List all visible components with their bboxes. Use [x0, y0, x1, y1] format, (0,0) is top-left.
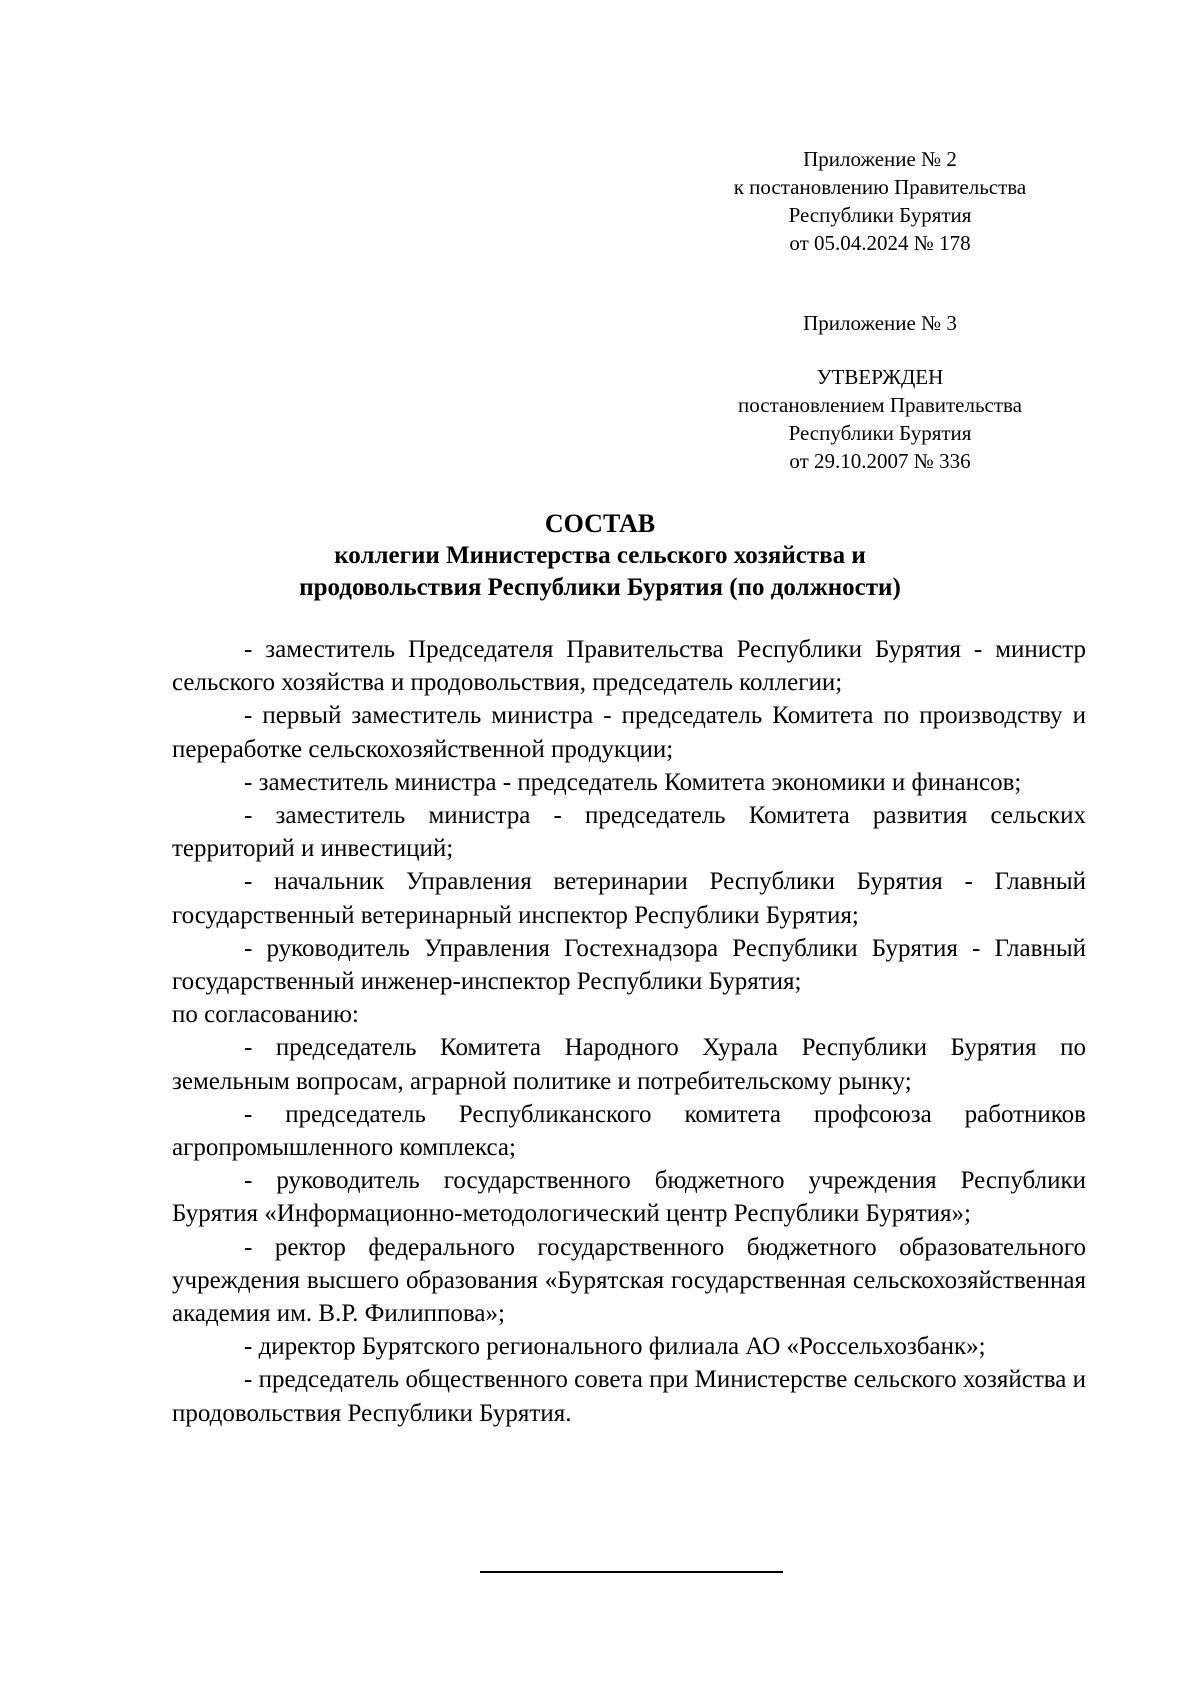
appendix-2-line-3: Республики Бурятия	[788, 203, 972, 227]
agreement-label: по согласованию:	[172, 1001, 359, 1029]
appendix-3-line-1: Приложение № 3	[803, 311, 957, 335]
member-item: - руководитель Управления Гостехнадзора Республики Бурятия - Главный государственный инженер-инспектор Республики Бурятия;	[172, 934, 1086, 996]
agreed-member-item: - ректор федерального государственного бюджетного образовательного учреждения высшего образования «Бурятская государственная сельскохозяйственная академия им. В.Р. Филиппова»;	[172, 1233, 1086, 1328]
document-title	[150, 508, 1050, 604]
member-list	[172, 633, 1086, 1430]
agreed-member-item: - председатель общественного совета при Министерстве сельского хозяйства и продовольствия Республики Бурятия.	[172, 1366, 1086, 1427]
agreed-member-item: - председатель Комитета Народного Хурала Республики Бурятия по земельным вопросам, аграрной политике и потребительскому рынку;	[172, 1034, 1086, 1095]
approved-line-3: Республики Бурятия	[788, 421, 972, 445]
approved-line-1: УТВЕРЖДЕН	[816, 365, 944, 389]
appendix-2-line-4: от 05.04.2024 № 178	[789, 231, 971, 255]
agreed-member-item: - руководитель государственного бюджетного учреждения Республики Бурятия «Информационно-методологический центр Республики Бурятия»;	[172, 1167, 1086, 1228]
appendix-3-header	[690, 309, 1070, 337]
appendix-2-line-2: к постановлению Правительства	[733, 175, 1027, 199]
approved-line-2: постановлением Правительства	[737, 393, 1022, 417]
title-subtitle-line-1: коллегии Министерства сельского хозяйства и	[334, 542, 866, 569]
end-divider	[480, 1571, 783, 1573]
title-heading: СОСТАВ	[544, 509, 656, 538]
member-item: - начальник Управления ветеринарии Республики Бурятия - Главный государственный ветеринарный инспектор Республики Бурятия;	[172, 868, 1086, 929]
member-item: - заместитель министра - председатель Комитета развития сельских территорий и инвестиций;	[172, 802, 1086, 863]
agreed-member-item: - председатель Республиканского комитета профсоюза работников агропромышленного комплекса;	[172, 1100, 1086, 1162]
agreed-member-item: - директор Бурятского регионального филиала АО «Россельхозбанк»;	[244, 1333, 986, 1361]
approved-line-4: от 29.10.2007 № 336	[789, 449, 971, 473]
approved-header	[690, 363, 1070, 475]
member-item: - первый заместитель министра - председатель Комитета по производству и переработке сельскохозяйственной продукции;	[172, 702, 1086, 763]
appendix-2-header	[690, 145, 1070, 257]
member-item: - заместитель Председателя Правительства Республики Бурятия - министр сельского хозяйства и продовольствия, председатель коллегии;	[172, 636, 1086, 697]
member-item: - заместитель министра - председатель Комитета экономики и финансов;	[244, 768, 1022, 796]
title-subtitle-line-2: продовольствия Республики Бурятия (по должности)	[299, 574, 901, 601]
appendix-2-line-1: Приложение № 2	[803, 147, 957, 171]
